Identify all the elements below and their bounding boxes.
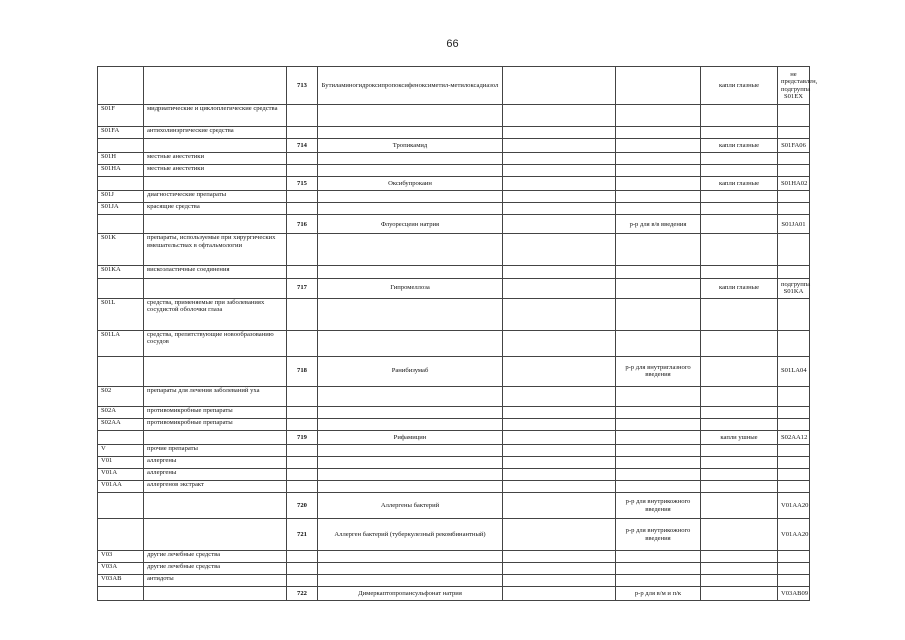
blank-cell [503,406,616,418]
form-cell: капли глазные [701,278,778,298]
form-cell [701,298,778,330]
blank-cell [503,177,616,191]
route-cell [616,481,701,493]
form-cell [701,493,778,519]
atc-cell [778,191,810,203]
group-cell: средства, применяемые при заболеваниях сосудистой оболочки глаза [144,298,287,330]
number-cell: 715 [287,177,318,191]
group-cell [144,356,287,386]
atc-cell: S01HA02 [778,177,810,191]
table-row [98,468,810,480]
group-cell [144,519,287,551]
group-cell [144,177,287,191]
form-cell [701,127,778,139]
route-cell [616,165,701,177]
group-cell: препараты для лечения заболеваний уха [144,386,287,406]
form-cell [701,215,778,234]
form-cell [701,153,778,165]
drug-name-cell [318,418,503,430]
code-cell: S01F [98,105,144,127]
blank-cell [503,67,616,105]
form-cell: капли глазные [701,67,778,105]
number-cell [287,127,318,139]
number-cell: 716 [287,215,318,234]
form-cell [701,587,778,601]
blank-cell [503,234,616,266]
code-cell: S01L [98,298,144,330]
atc-cell [778,234,810,266]
route-cell [616,298,701,330]
table-row [98,165,810,177]
form-cell [701,234,778,266]
group-cell: другие лечебные средства [144,563,287,575]
route-cell [616,444,701,456]
table-row [98,105,810,127]
blank-cell [503,386,616,406]
table-row [98,575,810,587]
route-cell [616,266,701,278]
drug-name-cell [318,165,503,177]
form-cell [701,481,778,493]
drug-name-cell [318,386,503,406]
atc-cell [778,551,810,563]
drug-name-cell: Оксибупрокаин [318,177,503,191]
atc-cell: V01AA20 [778,493,810,519]
drug-name-cell [318,468,503,480]
group-cell: средства, препятствующие новообразованию сосудов [144,330,287,356]
atc-cell [778,575,810,587]
table-row [98,418,810,430]
code-cell: V01 [98,456,144,468]
number-cell [287,406,318,418]
table-row [98,519,810,551]
atc-cell [778,406,810,418]
form-cell [701,386,778,406]
form-cell [701,203,778,215]
table-row [98,386,810,406]
page-number: 66 [446,38,459,50]
blank-cell [503,165,616,177]
table-row [98,298,810,330]
route-cell [616,330,701,356]
form-cell [701,468,778,480]
route-cell [616,418,701,430]
blank-cell [503,468,616,480]
drug-name-cell: Тропикамид [318,139,503,153]
group-cell: аллергенов экстракт [144,481,287,493]
form-cell: капли ушные [701,430,778,444]
group-cell: противомикробные препараты [144,418,287,430]
blank-cell [503,191,616,203]
code-cell [98,177,144,191]
atc-cell [778,481,810,493]
number-cell [287,330,318,356]
drug-name-cell [318,153,503,165]
drug-name-cell [318,298,503,330]
drug-name-cell [318,266,503,278]
group-cell: вискоэластичные соединения [144,266,287,278]
atc-cell [778,330,810,356]
number-cell [287,191,318,203]
blank-cell [503,481,616,493]
atc-cell [778,298,810,330]
code-cell: S01K [98,234,144,266]
blank-cell [503,575,616,587]
atc-cell: не представлен, подгруппа S01EX [778,67,810,105]
number-cell: 714 [287,139,318,153]
drug-name-cell: Аллергены бактерий [318,493,503,519]
number-cell [287,298,318,330]
group-cell [144,139,287,153]
drug-name-cell: Бутиламиногидроксипропоксифеноксиметил-метилоксадиазол [318,67,503,105]
table-row [98,266,810,278]
blank-cell [503,563,616,575]
number-cell: 721 [287,519,318,551]
group-cell: противомикробные препараты [144,406,287,418]
atc-cell: V01AA20 [778,519,810,551]
number-cell: 718 [287,356,318,386]
table-row [98,139,810,153]
form-cell [701,406,778,418]
blank-cell [503,203,616,215]
number-cell [287,481,318,493]
form-cell [701,575,778,587]
blank-cell [503,444,616,456]
code-cell: S01JA [98,203,144,215]
blank-cell [503,519,616,551]
table-row [98,203,810,215]
table-row [98,481,810,493]
table-row [98,127,810,139]
number-cell [287,418,318,430]
number-cell [287,456,318,468]
drug-name-cell [318,551,503,563]
drug-name-cell [318,203,503,215]
code-cell [98,215,144,234]
number-cell: 720 [287,493,318,519]
code-cell: S02 [98,386,144,406]
number-cell [287,551,318,563]
table-row [98,67,810,105]
code-cell: V01AA [98,481,144,493]
drug-name-cell [318,563,503,575]
group-cell [144,215,287,234]
form-cell [701,330,778,356]
code-cell: S01H [98,153,144,165]
table-row [98,215,810,234]
group-cell: антихолинэргические средства [144,127,287,139]
group-cell: антидоты [144,575,287,587]
code-cell: V03AB [98,575,144,587]
code-cell: V03 [98,551,144,563]
code-cell: S01LA [98,330,144,356]
form-cell: капли глазные [701,139,778,153]
table-row [98,153,810,165]
drug-name-cell [318,481,503,493]
code-cell: S01KA [98,266,144,278]
atc-cell [778,456,810,468]
number-cell [287,234,318,266]
drug-name-cell [318,234,503,266]
route-cell [616,139,701,153]
number-cell [287,203,318,215]
table-row [98,444,810,456]
number-cell [287,165,318,177]
form-cell [701,551,778,563]
table-row [98,356,810,386]
number-cell [287,575,318,587]
route-cell: р-р для внутрикожного введения [616,519,701,551]
number-cell [287,386,318,406]
drug-name-cell: Ранибизумаб [318,356,503,386]
blank-cell [503,153,616,165]
route-cell [616,468,701,480]
blank-cell [503,215,616,234]
atc-cell [778,153,810,165]
number-cell: 713 [287,67,318,105]
group-cell: местные анестетики [144,153,287,165]
blank-cell [503,493,616,519]
group-cell [144,67,287,105]
blank-cell [503,418,616,430]
blank-cell [503,266,616,278]
route-cell [616,575,701,587]
code-cell: V01A [98,468,144,480]
route-cell [616,278,701,298]
blank-cell [503,430,616,444]
atc-cell: S01FA06 [778,139,810,153]
form-cell [701,105,778,127]
route-cell [616,153,701,165]
atc-cell: подгруппа S01KA [778,278,810,298]
drug-name-cell [318,456,503,468]
route-cell: р-р для внутрикожного введения [616,493,701,519]
form-cell [701,165,778,177]
drug-name-cell: Димеркаптопропансульфонат натрия [318,587,503,601]
table-row [98,493,810,519]
table-row [98,234,810,266]
form-cell [701,266,778,278]
atc-cell [778,127,810,139]
group-cell: аллергены [144,456,287,468]
code-cell [98,356,144,386]
atc-cell [778,165,810,177]
atc-cell: S02AA12 [778,430,810,444]
number-cell [287,153,318,165]
blank-cell [503,587,616,601]
number-cell [287,266,318,278]
blank-cell [503,127,616,139]
code-cell [98,139,144,153]
drug-name-cell [318,105,503,127]
route-cell [616,430,701,444]
table-row [98,330,810,356]
drug-name-cell: Аллерген бактерий (туберкулезный рекомбинантный) [318,519,503,551]
atc-cell: S01LA04 [778,356,810,386]
group-cell: красящие средства [144,203,287,215]
group-cell: прочие препараты [144,444,287,456]
code-cell: S01J [98,191,144,203]
number-cell [287,468,318,480]
form-cell [701,356,778,386]
number-cell: 717 [287,278,318,298]
blank-cell [503,278,616,298]
drug-name-cell [318,330,503,356]
group-cell: мидриатические и циклоплегические средства [144,105,287,127]
code-cell: V [98,444,144,456]
number-cell: 719 [287,430,318,444]
code-cell: S02A [98,406,144,418]
drug-name-cell: Рифамицин [318,430,503,444]
table-row [98,278,810,298]
blank-cell [503,105,616,127]
route-cell [616,406,701,418]
form-cell [701,191,778,203]
drug-table [97,66,818,601]
code-cell: S02AA [98,418,144,430]
atc-cell [778,468,810,480]
group-cell [144,493,287,519]
group-cell: другие лечебные средства [144,551,287,563]
group-cell: диагностические препараты [144,191,287,203]
form-cell [701,444,778,456]
atc-cell [778,386,810,406]
route-cell [616,456,701,468]
form-cell: капли глазные [701,177,778,191]
table-row [98,430,810,444]
table-row [98,587,810,601]
atc-cell: S01JA01 [778,215,810,234]
atc-cell [778,105,810,127]
table-row [98,191,810,203]
drug-name-cell: Флуоресцеин натрия [318,215,503,234]
number-cell [287,563,318,575]
code-cell [98,493,144,519]
group-cell [144,278,287,298]
atc-cell [778,266,810,278]
blank-cell [503,456,616,468]
code-cell [98,587,144,601]
atc-cell [778,418,810,430]
blank-cell [503,139,616,153]
group-cell [144,430,287,444]
route-cell [616,191,701,203]
form-cell [701,456,778,468]
drug-name-cell [318,406,503,418]
number-cell [287,444,318,456]
drug-name-cell [318,575,503,587]
form-cell [701,563,778,575]
route-cell [616,234,701,266]
drug-name-cell [318,444,503,456]
route-cell [616,67,701,105]
route-cell [616,386,701,406]
table-row [98,406,810,418]
route-cell: р-р для внутриглазного введения [616,356,701,386]
form-cell [701,418,778,430]
route-cell [616,551,701,563]
atc-cell: V03AB09 [778,587,810,601]
drug-name-cell [318,127,503,139]
blank-cell [503,551,616,563]
table-row [98,177,810,191]
drug-name-cell [318,191,503,203]
code-cell [98,67,144,105]
table-row [98,456,810,468]
number-cell [287,105,318,127]
blank-cell [503,330,616,356]
group-cell: аллергены [144,468,287,480]
code-cell: V03A [98,563,144,575]
table-row [98,563,810,575]
code-cell [98,430,144,444]
atc-cell [778,444,810,456]
group-cell: препараты, используемые при хирургических вмешательствах в офтальмологии [144,234,287,266]
route-cell [616,127,701,139]
code-cell [98,519,144,551]
atc-cell [778,563,810,575]
blank-cell [503,356,616,386]
route-cell: р-р для в/м и п/к [616,587,701,601]
atc-cell [778,203,810,215]
drug-name-cell: Гипромеллоза [318,278,503,298]
table-row [98,551,810,563]
number-cell: 722 [287,587,318,601]
route-cell: р-р для в/в введения [616,215,701,234]
code-cell: S01FA [98,127,144,139]
route-cell [616,105,701,127]
group-cell [144,587,287,601]
blank-cell [503,298,616,330]
code-cell: S01HA [98,165,144,177]
group-cell: местные анестетики [144,165,287,177]
route-cell [616,563,701,575]
code-cell [98,278,144,298]
route-cell [616,203,701,215]
form-cell [701,519,778,551]
route-cell [616,177,701,191]
